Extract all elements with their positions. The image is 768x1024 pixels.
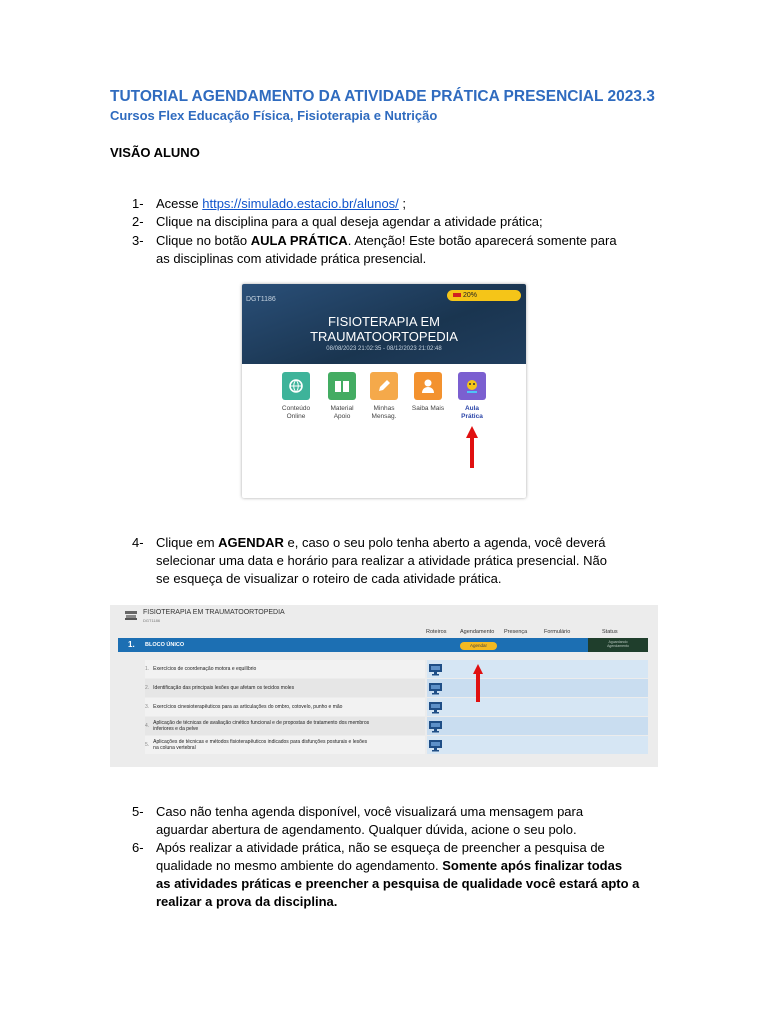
table-row xyxy=(142,717,648,735)
row-cells xyxy=(427,679,648,697)
course-code: DGT1186 xyxy=(246,296,276,303)
progress-fill xyxy=(453,293,461,297)
step-text-line2: selecionar uma data e horário para realizar a atividade prática presencial. Não xyxy=(156,553,607,568)
step-text-line3: as atividades práticas e preencher a pesquisa de qualidade você estará apto a xyxy=(156,876,640,891)
step-1 xyxy=(0,195,768,213)
monitor-icon[interactable] xyxy=(428,720,443,733)
step-4 xyxy=(0,534,768,588)
monitor-icon[interactable] xyxy=(428,663,443,676)
header-formulario: Formulário xyxy=(544,629,571,635)
person-icon[interactable] xyxy=(414,372,442,400)
pencil-icon[interactable] xyxy=(370,372,398,400)
globe-icon[interactable] xyxy=(282,372,310,400)
step-number: 5- xyxy=(132,804,144,819)
row-label: 1. Exercícios de coordenação motora e equilíbrio xyxy=(145,660,425,678)
step-text-line1: Caso não tenha agenda disponível, você visualizará uma mensagem para xyxy=(156,804,584,819)
row-label: 3. Exercícios cinesioterapêuticos para as articulações do ombro, cotovelo, punho e mão xyxy=(145,698,425,716)
step-text-line1: Após realizar a atividade prática, não se esqueça de preencher a pesquisa de xyxy=(156,840,605,855)
table-row xyxy=(142,736,648,754)
step-number: 6- xyxy=(132,840,144,855)
step-text-bold: Somente após finalizar todas xyxy=(442,858,623,873)
course-name-line1: FISIOTERAPIA EM xyxy=(328,314,440,329)
aula-pratica-label[interactable]: Aula Prática xyxy=(461,405,483,420)
header-presenca: Presença xyxy=(504,629,528,635)
practice-icon[interactable] xyxy=(458,372,486,400)
red-arrow-icon xyxy=(464,424,480,470)
course-dates: 08/08/2023 21:02:35 - 08/12/2023 21:02:48 xyxy=(326,346,442,352)
row-cells xyxy=(427,717,648,735)
red-arrow-icon xyxy=(472,663,484,703)
agendar-button[interactable]: Agendar xyxy=(460,642,497,650)
row-cells xyxy=(427,660,648,678)
row-cells xyxy=(427,736,648,754)
icon-label-mensagens: Minhas Mensag. xyxy=(371,405,397,420)
icon-label-saiba-mais: Saiba Mais xyxy=(411,405,445,412)
progress-badge xyxy=(447,290,521,301)
header-roteiros: Roteiros xyxy=(426,629,447,635)
table-row xyxy=(142,679,648,697)
step-text-post: ; xyxy=(398,196,407,211)
course-name-line2: TRAUMATOORTOPEDIA xyxy=(310,329,458,344)
row-label: 5. Aplicações de técnicas e métodos fisioterapêuticos indicados para disfunções posturais e lesões na coluna vertebral xyxy=(145,736,425,754)
book-icon[interactable] xyxy=(328,372,356,400)
books-icon xyxy=(124,609,138,621)
step-text-pre: Clique no botão xyxy=(156,233,251,248)
step-text-line2: aguardar abertura de agendamento. Qualquer dúvida, acione o seu polo. xyxy=(156,822,577,837)
course-card-screenshot xyxy=(242,284,526,498)
table-course-code: DGT1186 xyxy=(143,618,161,623)
row-cells xyxy=(427,698,648,716)
step-text-post: . Atenção! Este botão aparecerá somente para xyxy=(347,233,617,248)
step-text-pre: Acesse xyxy=(156,196,203,211)
document-title: TUTORIAL AGENDAMENTO DA ATIVIDADE PRÁTICA PRESENCIAL 2023.3 xyxy=(110,88,655,105)
icon-label-material: Material Apoio xyxy=(330,405,354,420)
step-text-pre: Clique em xyxy=(156,535,219,550)
course-banner xyxy=(242,284,526,364)
step-2 xyxy=(0,213,768,231)
table-row xyxy=(142,698,648,716)
step-text xyxy=(156,195,406,213)
step-text-post: e, caso o seu polo tenha aberto a agenda, você deverá xyxy=(283,535,606,550)
step-text-bold: AULA PRÁTICA xyxy=(250,233,348,248)
row-label: 2. Identificação das principais lesões que afetam os tecidos moles xyxy=(145,679,425,697)
step-number: 4- xyxy=(132,535,144,550)
document-subtitle: Cursos Flex Educação Física, Fisioterapia e Nutrição xyxy=(110,108,438,123)
step-text xyxy=(156,232,617,250)
step-3 xyxy=(0,232,768,268)
monitor-icon[interactable] xyxy=(428,739,443,752)
monitor-icon[interactable] xyxy=(428,682,443,695)
step-number: 3- xyxy=(132,233,144,248)
step-text: Clique na disciplina para a qual deseja agendar a atividade prática; xyxy=(156,214,543,229)
step-text xyxy=(156,534,606,552)
step-text-line3: se esqueça de visualizar o roteiro de cada atividade prática. xyxy=(156,571,502,586)
block-number: 1. xyxy=(128,640,135,649)
status-badge: Aguardando Agendamento xyxy=(588,638,648,652)
step-number: 2- xyxy=(132,214,144,229)
portal-link[interactable]: https://simulado.estacio.br/alunos/ xyxy=(202,196,399,211)
table-course-title: FISIOTERAPIA EM TRAUMATOORTOPEDIA xyxy=(143,609,285,616)
monitor-icon[interactable] xyxy=(428,701,443,714)
header-status: Status xyxy=(602,629,618,635)
step-6 xyxy=(0,839,768,911)
step-text-line4: realizar a prova da disciplina. xyxy=(156,894,338,909)
step-5 xyxy=(0,803,768,839)
header-agendamento: Agendamento xyxy=(460,629,495,635)
progress-label: 20% xyxy=(463,292,478,299)
section-heading: VISÃO ALUNO xyxy=(110,145,200,160)
step-text-bold: AGENDAR xyxy=(218,535,284,550)
block-title: BLOCO ÚNICO xyxy=(145,642,185,648)
icon-label-conteudo: Conteúdo Online xyxy=(281,405,311,420)
step-text-line2: as disciplinas com atividade prática presencial. xyxy=(156,251,427,266)
course-name xyxy=(242,314,526,344)
step-number: 1- xyxy=(132,196,144,211)
table-row xyxy=(142,660,648,678)
block-header xyxy=(118,638,648,652)
step-text-line2 xyxy=(156,857,622,875)
step-text-pre: qualidade no mesmo ambiente do agendamento. xyxy=(156,858,443,873)
schedule-table-screenshot xyxy=(110,605,658,767)
row-label: 4. Aplicação de técnicas de avaliação cinético funcional e de propostas de tratamento dos membros inferiores e da pelve xyxy=(145,717,425,735)
